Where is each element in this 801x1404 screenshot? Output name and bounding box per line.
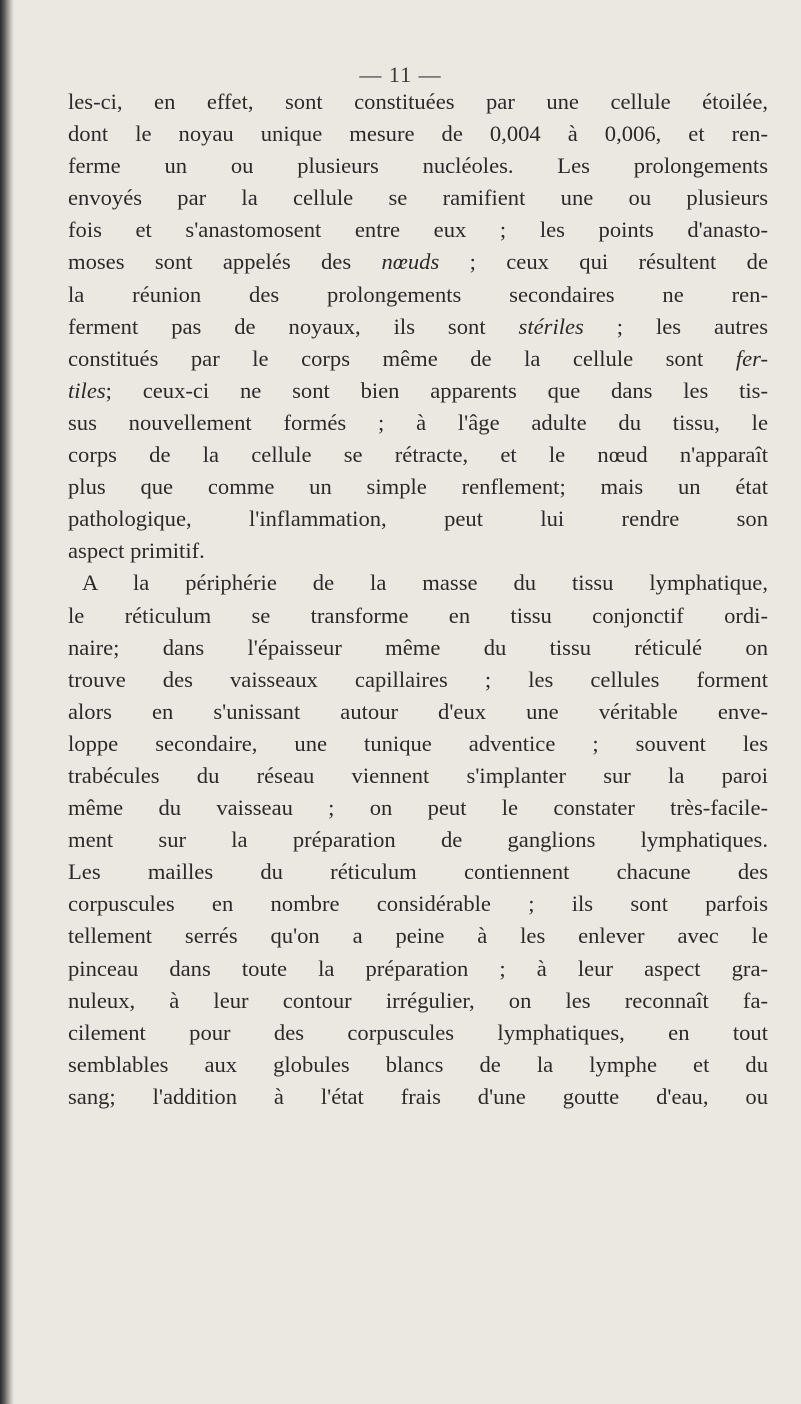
text-line: envoyés par la cellule se ramifient une ou plusieurs <box>68 185 768 211</box>
body-text <box>68 86 768 1113</box>
text-line: fois et s'anastomosent entre eux ; les points d'anasto- <box>68 217 768 243</box>
text-line: corpuscules en nombre considérable ; ils sont parfois <box>68 891 768 917</box>
page-number: — 11 — <box>359 62 442 87</box>
text-line: tiles; ceux-ci ne sont bien apparents que dans les tis- <box>68 377 768 403</box>
text-line: moses sont appelés des nœuds ; ceux qui résultent de <box>68 249 768 275</box>
text-line: tellement serrés qu'on a peine à les enlever avec le <box>68 923 768 949</box>
text-line: Les mailles du réticulum contiennent chacune des <box>68 859 768 885</box>
text-line: ferme un ou plusieurs nucléoles. Les prolongements <box>68 153 768 179</box>
text-line: sang; l'addition à l'état frais d'une goutte d'eau, ou <box>68 1083 768 1109</box>
text-line: même du vaisseau ; on peut le constater très-facile- <box>68 795 768 821</box>
text-line: ferment pas de noyaux, ils sont stériles ; les autres <box>68 313 768 339</box>
text-line: ment sur la préparation de ganglions lymphatiques. <box>68 827 768 853</box>
text-line: semblables aux globules blancs de la lymphe et du <box>68 1051 768 1077</box>
text-line: plus que comme un simple renflement; mais un état <box>68 474 768 500</box>
text-line: pathologique, l'inflammation, peut lui rendre son <box>68 506 768 532</box>
text-line: nuleux, à leur contour irrégulier, on les reconnaît fa- <box>68 987 768 1013</box>
text-line: les-ci, en effet, sont constituées par une cellule étoilée, <box>68 89 768 114</box>
text-line: corps de la cellule se rétracte, et le nœud n'apparaît <box>68 442 768 468</box>
italic-term: stériles <box>518 313 584 339</box>
page-binding-edge <box>0 0 14 1404</box>
text-line: le réticulum se transforme en tissu conjonctif ordi- <box>68 602 768 628</box>
text-line: naire; dans l'épaisseur même du tissu réticulé on <box>68 634 768 660</box>
text-line: trouve des vaisseaux capillaires ; les cellules forment <box>68 666 768 692</box>
text-line: la réunion des prolongements secondaires ne ren- <box>68 281 768 307</box>
italic-term: nœuds <box>381 249 440 275</box>
text-line: loppe secondaire, une tunique adventice ; souvent les <box>68 730 768 756</box>
text-line: dont le noyau unique mesure de 0,004 à 0,006, et ren- <box>68 121 768 147</box>
italic-term: tiles <box>68 377 106 403</box>
text-line: aspect primitif. <box>68 538 205 564</box>
text-line: A la périphérie de la masse du tissu lymphatique, <box>82 570 768 596</box>
text-line: pinceau dans toute la préparation ; à leur aspect gra- <box>68 955 768 981</box>
text-line: sus nouvellement formés ; à l'âge adulte du tissu, le <box>68 409 768 435</box>
text-line: trabécules du réseau viennent s'implanter sur la paroi <box>68 762 768 788</box>
text-line: alors en s'unissant autour d'eux une véritable enve- <box>68 698 768 724</box>
text-line: constitués par le corps même de la cellule sont fer- <box>68 345 768 371</box>
italic-term: fer- <box>735 345 768 371</box>
text-line: cilement pour des corpuscules lymphatiques, en tout <box>68 1019 768 1045</box>
